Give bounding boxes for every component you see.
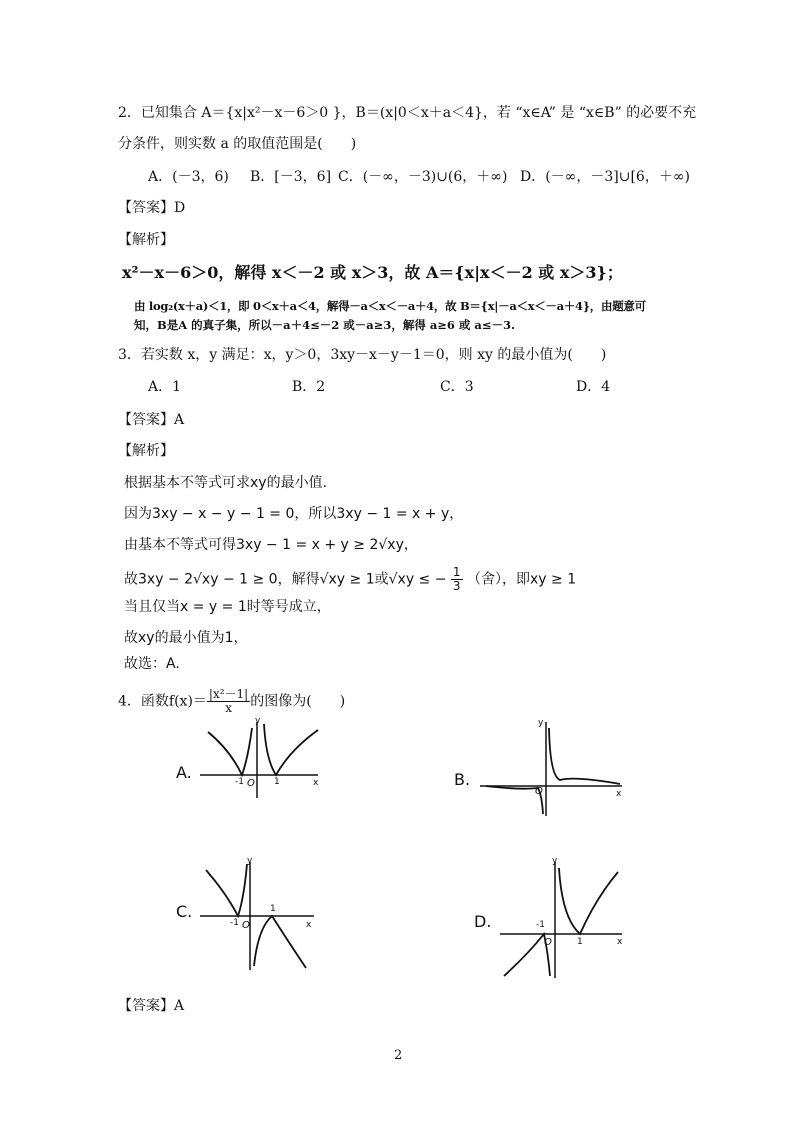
origin-label: O (247, 778, 255, 789)
q2-option-a: A．(－3，6) (148, 169, 229, 185)
graph-c (200, 858, 320, 977)
fraction-one-third (451, 566, 463, 593)
graph-b (480, 718, 625, 822)
q2-option-d: D．(－∞，－3]∪[6，＋∞) (520, 169, 690, 185)
q2-analysis-line3: 知，B是A 的真子集，所以－a＋4≤－2 或－a≥3，解得 a≥6 或 a≤－3. (134, 318, 516, 332)
answer-label: 【答案】 (118, 998, 174, 1014)
fraction-numerator: 1 (452, 565, 461, 579)
x-axis-label: x (616, 789, 622, 799)
q3-analysis-line7: 故选：A. (124, 656, 180, 672)
q2-options (148, 167, 690, 187)
y-axis-label: y (538, 718, 544, 728)
q2-answer (118, 198, 185, 218)
q3-analysis-line4 (124, 566, 576, 593)
answer-value: A (174, 998, 185, 1014)
x-axis-label: x (306, 920, 312, 930)
answer-label: 【答案】 (118, 200, 174, 216)
page-number: 2 (394, 1048, 403, 1063)
q2-option-c: C．(－∞，－3)∪(6，＋∞) (338, 169, 508, 185)
q4-fraction (207, 688, 250, 715)
q3-analysis-line4-tail: （舍），即xy ≥ 1 (467, 571, 577, 588)
origin-label: O (544, 937, 552, 948)
y-axis-label: y (255, 716, 261, 726)
q2-stem-line1: 2．已知集合 A＝{x|x²－x－6＞0 }，B＝(x|0＜x＋a＜4}，若 “x∈A” 是 “x∈B” 的必要不充 (118, 105, 697, 121)
q4-answer (118, 996, 184, 1016)
q3-analysis-line6: 故xy的最小值为1， (124, 630, 248, 646)
q2-analysis-line2: 由 log₂(x＋a)＜1，即 0＜x＋a＜4，解得－a＜x＜－a＋4，故 B＝{x|－a＜x＜－a＋4}，由题意可 (134, 299, 646, 313)
origin-label: O (535, 786, 543, 797)
fraction-denominator: x (225, 701, 232, 715)
q4-stem-suffix: 的图像为( ) (250, 693, 346, 710)
answer-value: A (174, 412, 185, 428)
tick-neg1: -1 (235, 777, 244, 787)
q3-stem: 3．若实数 x，y 满足：x，y＞0，3xy－x－y－1＝0，则 xy 的最小值为( ) (118, 347, 607, 363)
q3-analysis-label: 【解析】 (118, 443, 174, 459)
q2-analysis-label: 【解析】 (118, 232, 174, 248)
q2-option-b: B．[－3，6] (250, 169, 332, 185)
q3-options (148, 377, 610, 397)
graph-c-label: C. (176, 902, 193, 921)
q3-analysis-line5: 当且仅当x = y = 1时等号成立， (124, 599, 331, 615)
answer-label: 【答案】 (118, 412, 174, 428)
q3-option-a: A．1 (148, 379, 182, 395)
q3-analysis-line4-text: 故3xy − 2√xy − 1 ≥ 0，解得√xy ≥ 1或√xy ≤ − (124, 571, 447, 588)
q4-stem-prefix: 4．函数f(x)＝ (118, 693, 207, 710)
q3-answer (118, 410, 184, 430)
q3-option-d: D．4 (576, 379, 611, 395)
graph-d (500, 858, 625, 984)
graph-a-label: A. (176, 763, 192, 782)
origin-label: O (242, 920, 250, 931)
graph-b-label: B. (454, 770, 471, 789)
y-axis-label: y (247, 856, 253, 866)
graph-d-label: D. (474, 912, 492, 931)
q3-option-b: B．2 (292, 379, 326, 395)
tick-1: 1 (274, 777, 280, 787)
q3-analysis-line1: 根据基本不等式可求xy的最小值. (124, 475, 328, 491)
fraction-numerator: |x²－1| (208, 687, 249, 701)
x-axis-label: x (313, 778, 319, 788)
q4-stem (118, 688, 345, 715)
tick-neg1: -1 (536, 920, 545, 930)
tick-neg1: -1 (230, 918, 239, 928)
fraction-denominator: 3 (452, 579, 461, 593)
q3-analysis-line2: 因为3xy − x − y − 1 = 0，所以3xy − 1 = x + y， (124, 506, 464, 522)
answer-value: D (174, 200, 186, 216)
q2-stem-line2: 分条件，则实数 a 的取值范围是( ) (118, 136, 357, 152)
y-axis-label: y (552, 856, 558, 866)
q3-option-c: C．3 (440, 379, 474, 395)
tick-1: 1 (577, 937, 583, 947)
tick-1: 1 (270, 904, 276, 914)
q2-analysis-line1: x²－x－6＞0，解得 x＜－2 或 x＞3，故 A＝{x|x＜－2 或 x＞3}； (122, 263, 623, 282)
q3-analysis-line3: 由基本不等式可得3xy − 1 = x + y ≥ 2√xy， (124, 537, 418, 553)
graph-a (200, 716, 325, 804)
x-axis-label: x (617, 937, 623, 947)
